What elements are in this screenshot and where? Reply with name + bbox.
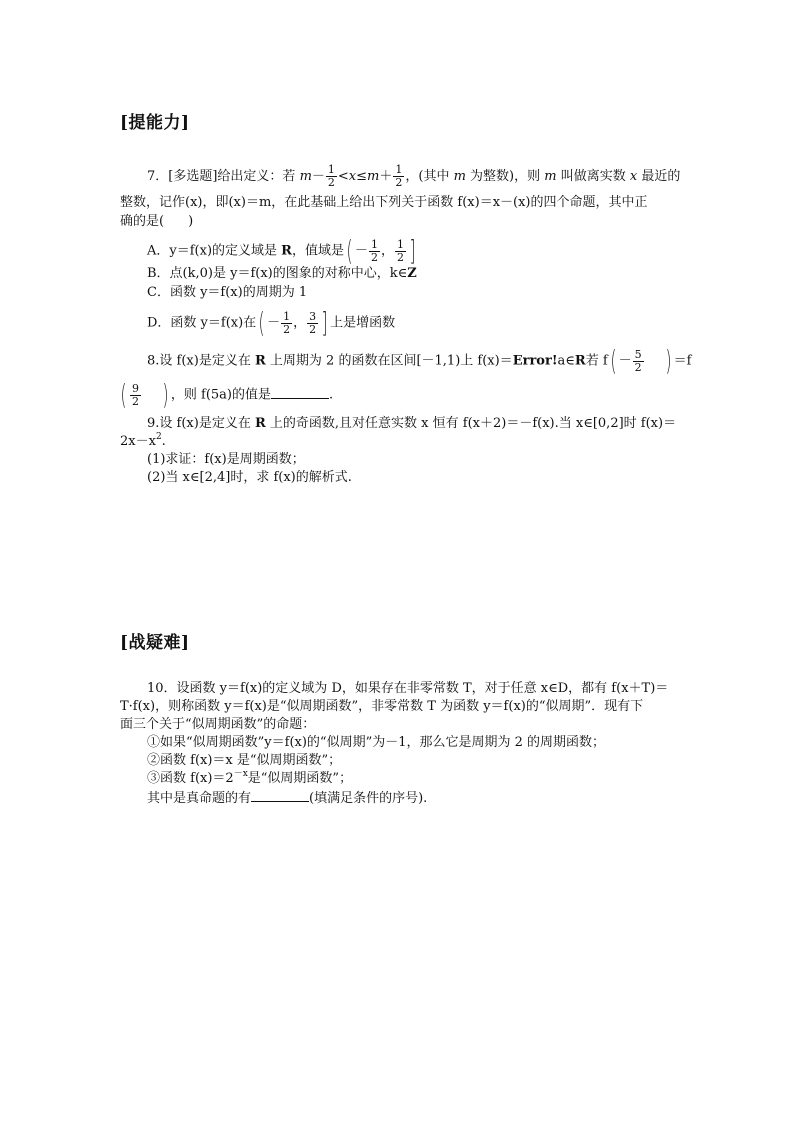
q9-line-2: $2x-x^2$. xyxy=(120,432,166,449)
inequality: <x≤ xyxy=(337,169,368,184)
plus-sign: ＋ xyxy=(379,169,393,184)
var-m: m xyxy=(299,169,312,184)
q7-intro: 7．[多选题]给出定义：若 xyxy=(147,169,300,184)
fraction-nine-halves: $\frac{9}{2}$ xyxy=(131,381,139,408)
q10-line-2: T·f(x)，则称函数 y＝f(x)是“似周期函数”，非零常数 T 为函数 y＝f(x)的“似周期”．现有下 xyxy=(120,699,644,714)
fraction-half: $\frac{1}{2}$ xyxy=(283,309,291,336)
q10-statement-2: ②函数 f(x)＝x 是“似周期函数”； xyxy=(147,753,342,768)
q10-line-1: 10．设函数 y＝f(x)的定义域为 D，如果存在非零常数 T，对于任意 x∈D，都有 f(x＋T)＝ xyxy=(147,681,669,696)
fraction-half: $\frac{1}{2}$ xyxy=(327,163,335,189)
minus-sign: － xyxy=(311,169,325,184)
fraction-five-halves: $\frac{5}{2}$ xyxy=(634,347,642,374)
q10-answer-line: 其中是真命题的有 (填满足条件的序号). xyxy=(147,788,427,807)
section-title-challenge: [战疑难] xyxy=(120,633,190,653)
answer-blank[interactable] xyxy=(271,385,329,399)
q9-line-1: 9.设 f(x)是定义在 R 上的奇函数,且对任意实数 x 恒有 f(x＋2)＝－f(x).当 x∈[0,2]时 f(x)＝ xyxy=(147,416,677,431)
q9-part-1: (1)求证：f(x)是周期函数； xyxy=(147,452,305,467)
q7-option-c: C．函数 y＝f(x)的周期为 1 xyxy=(147,285,308,300)
q10-line-3: 面三个关于“似周期函数”的命题： xyxy=(120,717,316,732)
q10-statement-3: ③函数 $f(x)=2^{-x}$是“似周期函数”； xyxy=(147,769,353,786)
q7-line-2: 整数，记作(x)，即(x)＝m，在此基础上给出下列关于函数 f(x)＝x－(x)的四个命题，其中正 xyxy=(120,195,648,210)
q7-option-d: D．函数 y＝f(x)在( － $\frac{1}{2}$ ， $\frac{3}{2}$ ] 上是增函数 xyxy=(147,306,396,339)
q9-part-2: (2)当 x∈[2,4]时，求 f(x)的解析式. xyxy=(147,470,352,485)
q7-line-3: 确的是( ) xyxy=(120,214,194,229)
q7-option-a: A．y＝f(x)的定义域是 R，值域是( － $\frac{1}{2}$ ， $\frac{1}{2}$ ] xyxy=(147,234,416,267)
q10-statement-1: ①如果“似周期函数”y＝f(x)的“似周期”为－1，那么它是周期为 2 的周期函数； xyxy=(147,735,606,750)
var-m: m xyxy=(367,169,380,184)
error-field: Error! xyxy=(512,353,558,369)
fraction-half: $\frac{1}{2}$ xyxy=(395,163,403,189)
q8-line-2: ( $\frac{9}{2}$ ) ，则 f(5a)的值是 . xyxy=(120,378,334,411)
q7-line-1: 7．[多选题]给出定义：若 m－ $\frac{1}{2}$ <x≤m＋ $\frac{1}{2}$ ，(其中 m 为整数)，则 m 叫做离实数 x 最近的 xyxy=(147,163,681,189)
answer-blank[interactable] xyxy=(251,788,309,802)
fraction-half: $\frac{1}{2}$ xyxy=(396,237,404,264)
section-title-improve: [提能力] xyxy=(120,113,190,133)
q8-line-1: 8.设 f(x)是定义在 R 上周期为 2 的函数在区间[－1,1)上 f(x)＝Error!a∈R若 f( － $\frac{5}{2}$ ) ＝f xyxy=(147,344,692,377)
fraction-half: $\frac{1}{2}$ xyxy=(370,237,378,264)
fraction-three-halves: $\frac{3}{2}$ xyxy=(309,309,317,336)
q7-option-b: B．点(k,0)是 y＝f(x)的图象的对称中心，k∈Z xyxy=(147,266,417,281)
